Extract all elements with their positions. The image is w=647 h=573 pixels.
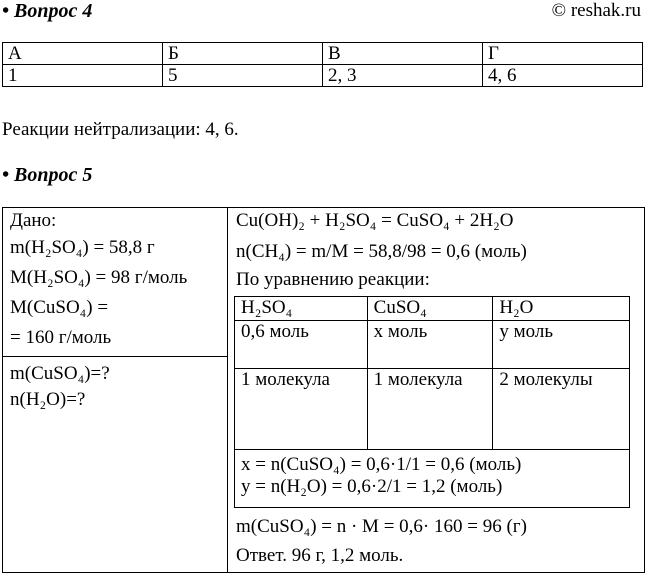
table-cell: 1 молекула [367, 369, 493, 449]
table-cell: 1 молекула [235, 369, 368, 449]
given-line: = 160 г/моль [10, 327, 112, 348]
table-cell: 0,6 моль [235, 321, 368, 369]
table-header-cell: H₂SO₄ [235, 297, 368, 321]
table-header-cell: Г [483, 43, 643, 65]
task-box [2, 207, 645, 573]
final-answer: Ответ. 96 г, 1,2 моль. [236, 545, 404, 566]
table-cell: 4, 6 [483, 65, 643, 87]
table-cell: 2, 3 [323, 65, 483, 87]
table-cell: у моль [493, 321, 630, 369]
by-equation-label: По уравнению реакции: [236, 269, 430, 290]
given-line: M(H₂SO₄) = 98 г/моль [10, 267, 188, 288]
table-row [235, 297, 630, 321]
given-line: M(CuSO₄) = [10, 297, 109, 318]
q4-answer-text: Реакции нейтрализации: 4, 6. [2, 119, 239, 140]
table-header-cell: H₂O [493, 297, 630, 321]
table-row [235, 321, 630, 369]
stoichiometry-table [234, 296, 630, 508]
question-5-title: • Вопрос 5 [2, 164, 93, 186]
table-cell: х моль [367, 321, 493, 369]
moles-calc: n(CH₄) = m/M = 58,8/98 = 0,6 (моль) [236, 241, 527, 262]
answer-table-q4 [2, 42, 643, 87]
table-header-cell: CuSO₄ [367, 297, 493, 321]
table-header-cell: В [323, 43, 483, 65]
table-cell: 1 [3, 65, 163, 87]
question-4-title: • Вопрос 4 [2, 0, 93, 22]
table-row [3, 65, 643, 87]
find-line: n(H₂O)=? [10, 389, 86, 410]
table-row [235, 369, 630, 449]
find-line: m(CuSO₄)=? [10, 363, 110, 384]
table-cell: 2 молекулы [493, 369, 630, 449]
reaction-equation: Cu(OH)₂ + H₂SO₄ = CuSO₄ + 2H₂O [236, 210, 514, 231]
mass-calc: m(CuSO₄) = n · M = 0,6· 160 = 96 (г) [236, 516, 527, 537]
given-column [3, 208, 228, 572]
given-line: m(H₂SO₄) = 58,8 г [10, 237, 155, 258]
table-header-cell: Б [163, 43, 323, 65]
table-calc-cell [235, 449, 630, 507]
table-header-cell: А [3, 43, 163, 65]
table-cell: 5 [163, 65, 323, 87]
table-row [235, 449, 630, 507]
given-title: Дано: [10, 210, 57, 231]
calc-line: у = n(H₂O) = 0,6·2/1 = 1,2 (моль) [241, 475, 503, 497]
calc-line: х = n(CuSO₄) = 0,6·1/1 = 0,6 (моль) [241, 453, 522, 475]
watermark: © reshak.ru [551, 0, 641, 21]
table-row [3, 43, 643, 65]
given-divider [3, 356, 227, 357]
